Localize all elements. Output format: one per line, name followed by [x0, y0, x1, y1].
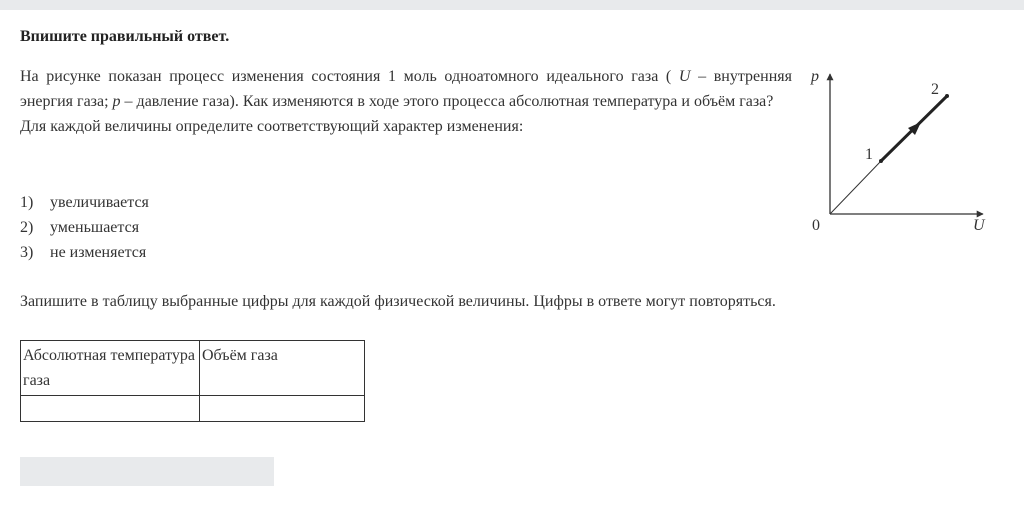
options-list — [20, 190, 149, 265]
problem-seg2: – внутренняя энергия газа; — [20, 68, 792, 110]
y-axis-label: p — [811, 68, 819, 85]
answer-cell-volume[interactable] — [200, 396, 365, 422]
problem-seg3: – давление газа). Как изменяются в ходе этого процесса абсолютная температура и объём газа? — [120, 93, 774, 110]
guide-line-origin-to-1 — [830, 161, 881, 214]
option-item — [20, 215, 149, 240]
problem-line2: Для каждой величины определите соответствующий характер изменения: — [20, 118, 524, 135]
problem-seg1: На рисунке показан процесс изменения состояния 1 моль одноатомного идеального газа ( — [20, 68, 679, 85]
problem-text — [20, 64, 792, 139]
point-1-label: 1 — [865, 146, 873, 163]
option-item — [20, 190, 149, 215]
var-u: U — [678, 68, 691, 85]
option-text: не изменяется — [50, 244, 147, 261]
answer-table-header-row — [21, 341, 365, 396]
point-2 — [945, 94, 949, 98]
option-number: 2) — [20, 219, 34, 236]
option-number: 1) — [20, 194, 34, 211]
instruction-text: Запишите в таблицу выбранные цифры для каждой физической величины. Цифры в ответе могут повторяться. — [20, 293, 776, 310]
option-text: увеличивается — [50, 194, 149, 211]
var-p: p — [112, 93, 121, 110]
option-text: уменьшается — [50, 219, 140, 236]
header-temperature: Абсолютная температура газа — [21, 341, 200, 396]
point-2-label: 2 — [931, 81, 939, 98]
option-item — [20, 240, 149, 265]
answer-cell-temperature[interactable] — [21, 396, 200, 422]
point-1 — [879, 159, 883, 163]
p-u-graph — [805, 60, 1005, 240]
x-axis-label: U — [973, 217, 985, 234]
answer-input-field[interactable] — [20, 457, 274, 486]
top-bar — [0, 0, 1024, 10]
task-heading: Впишите правильный ответ. — [20, 28, 230, 45]
answer-table-input-row — [21, 396, 365, 422]
answer-table — [20, 340, 365, 422]
header-volume: Объём газа — [200, 341, 365, 396]
problem-paragraph — [20, 64, 792, 114]
origin-label: 0 — [812, 217, 820, 234]
option-number: 3) — [20, 244, 34, 261]
